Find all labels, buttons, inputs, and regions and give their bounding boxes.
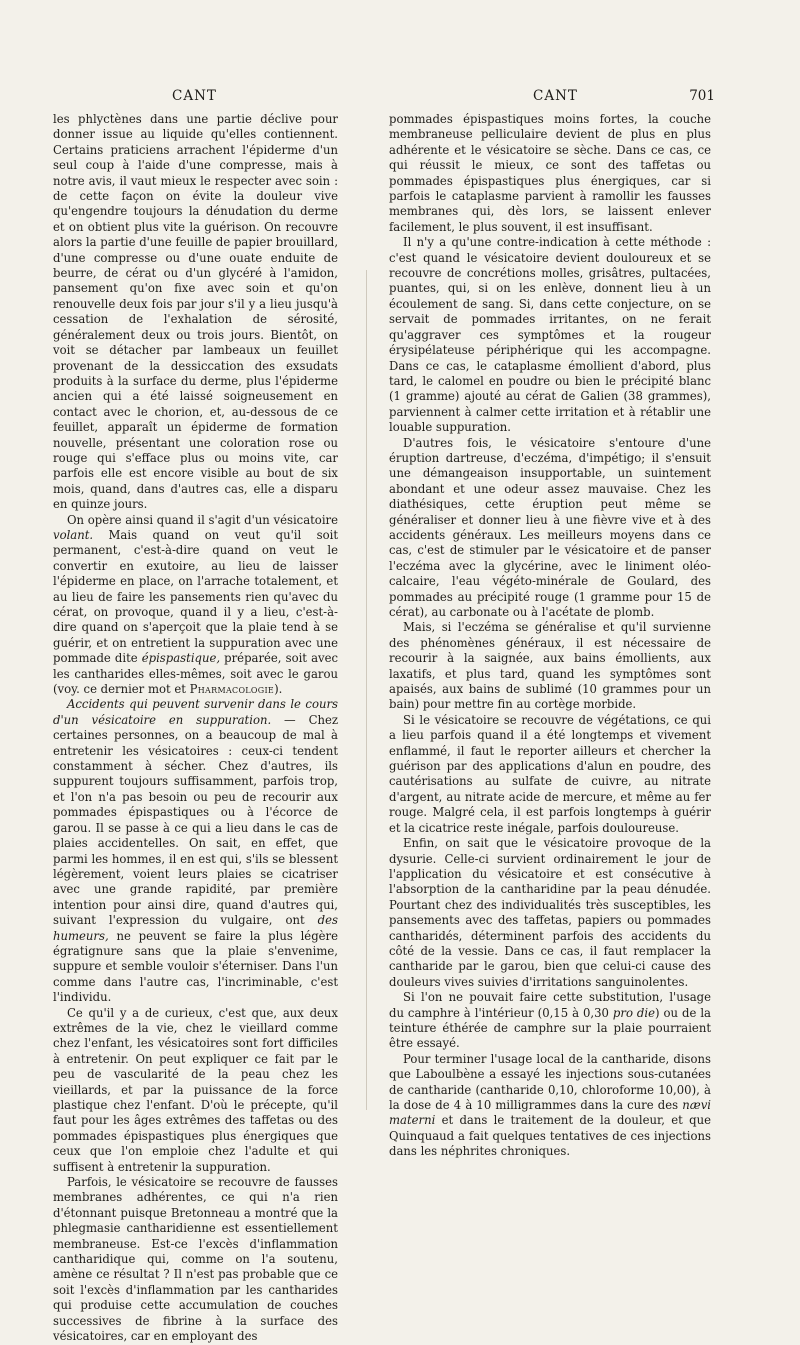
paragraph: pommades épispastiques moins fortes, la couche membraneuse pelliculaire devient de plus en plus adhérente et le vésicatoire se sèche. Dans ce cas, ce qui réussit le mieux, ce sont des taffetas ou pommades épispastiques plus énergiques, car si parfois le cataplasme parvient à ramollir les fausses membranes qui, dès lors, se laissent enlever facilement, le plus souvent, il est insuffisant. — [389, 112, 711, 234]
paragraph: On opère ainsi quand il s'agit d'un vésicatoire volant. Mais quand on veut qu'il soit permanent, c'est-à-dire quand on veut le convertir en exutoire, au lieu de laisser l'épiderme en place, on l'arrache totalement, et au lieu de faire les pansements rien qu'avec du cérat, on provoque, quand il y a lieu, c'est-à-dire quand on s'aperçoit que la plaie tend à se guérir, et on entretient la suppuration avec une pommade dite épispastique, préparée, soit avec les cantharides elles-mêmes, soit avec le garou (voy. ce dernier mot et Pharmacologie). — [53, 512, 338, 697]
paragraph: Pour terminer l'usage local de la cantharide, disons que Laboulbène a essayé les injections sous-cutanées de cantharide (cantharide 0,10, chloroforme 10,00), à la dose de 4 à 10 milligrammes dans la cure des nævi materni et dans le traitement de la douleur, et que Quinquaud a fait quelques tentatives de ces injections dans les néphrites chroniques. — [389, 1051, 711, 1159]
paragraph: D'autres fois, le vésicatoire s'entoure d'une éruption dartreuse, d'eczéma, d'impétigo; il s'ensuit une démangeaison insupportable, un suintement abondant et une odeur assez mauvaise. Chez les diathésiques, cette éruption peut même se généraliser et donner lieu à une fièvre vive et à des accidents généraux. Les meilleurs moyens dans ce cas, c'est de stimuler par le vésicatoire et de panser l'eczéma avec la glycérine, avec le liniment oléo-calcaire, l'eau végéto-minérale de Goulard, des pommades au précipité rouge (1 gramme pour 15 de cérat), au carbonate ou à l'acétate de plomb. — [389, 435, 711, 619]
right-column — [389, 112, 711, 1157]
paragraph: Si le vésicatoire se recouvre de végétations, ce qui a lieu parfois quand il a été longtemps et vivement enflammé, il faut le reporter ailleurs et chercher la guérison par des applications d'alun en poudre, des cautérisations au sulfate de cuivre, au nitrate d'argent, au nitrate acide de mercure, et même au fer rouge. Malgré cela, il est parfois longtemps à guérir et la cicatrice reste inégale, parfois douloureuse. — [389, 712, 711, 835]
left-running-head: CANT — [172, 88, 217, 104]
paragraph: Ce qu'il y a de curieux, c'est que, aux deux extrêmes de la vie, chez le vieillard comme chez l'enfant, les vésicatoires sont fort difficiles à entretenir. On peut expliquer ce fait par le peu de vascularité de la peau chez les vieillards, et par la puissance de la force plastique chez l'enfant. D'où le précepte, qu'il faut pour les âges extrêmes des taffetas ou des pommades épispastiques plus énergiques que ceux que l'on emploie chez l'adulte et qui suffisent à entretenir la suppuration. — [53, 1005, 338, 1174]
emphasis: des humeurs, — [53, 913, 338, 943]
section-heading: Accidents qui peuvent survenir dans le cours d'un vésicatoire en suppuration. — [53, 697, 338, 727]
right-running-head: CANT — [533, 88, 578, 104]
emphasis: épispastique, — [141, 651, 221, 666]
paragraph: Il n'y a qu'une contre-indication à cette méthode : c'est quand le vésicatoire devient douloureux et se recouvre de concrétions molles, grisâtres, pultacées, puantes, qui, si on les enlève, donnent lieu à un écoulement de sang. Si, dans cette conjecture, on se servait de pommades irritantes, on ne ferait qu'aggraver ces symptômes et la rougeur érysipélateuse périphérique qui les accompagne. Dans ce cas, le cataplasme émollient d'abord, plus tard, le calomel en poudre ou bien le précipité blanc (1 gramme) ajouté au cérat de Galien (38 grammes), parviennent à calmer cette irritation et à rétablir une louable suppuration. — [389, 235, 711, 435]
emphasis: pro die — [612, 1005, 655, 1020]
column-divider — [366, 270, 367, 1110]
page-number: 701 — [689, 88, 715, 104]
paragraph: Accidents qui peuvent survenir dans le cours d'un vésicatoire en suppuration. — Chez certaines personnes, on a beaucoup de mal à entretenir les vésicatoires : ceux-ci tendent constamment à sécher. Chez d'autres, ils suppurent toujours suffisamment, parfois trop, et l'on n'a pas besoin ou peu de recourir aux pommades épispastiques ou à l'écorce de garou. Il se passe à ce qui a lieu dans le cas de plaies accidentelles. On sait, en effet, que parmi les hommes, il en est qui, s'ils se blessent légèrement, voient leurs plaies se cicatriser avec une grande rapidité, par première intention pour ainsi dire, quand d'autres qui, suivant l'expression du vulgaire, ont des humeurs, ne peuvent se faire la plus légère égratignure sans que la plaie s'envenime, suppure et semble vouloir s'éterniser. Dans l'un comme dans l'autre cas, l'incriminable, c'est l'individu. — [53, 697, 338, 1005]
running-header — [60, 88, 715, 110]
left-column — [53, 112, 339, 1344]
paragraph: Enfin, on sait que le vésicatoire provoque de la dysurie. Celle-ci survient ordinairement le jour de l'application du vésicatoire et est consécutive à l'absorption de la cantharidine par la peau dénudée. Pourtant chez des individualités très susceptibles, les pansements avec des taffetas, papiers ou pommades cantharidés, déterminent parfois des accidents du côté de la vessie. Dans ce cas, il faut remplacer la cantharide par le garou, bien que celui-ci cause des douleurs vives suivies d'irritations sanguinolentes. — [389, 836, 711, 989]
paragraph: Mais, si l'eczéma se généralise et qu'il survienne des phénomènes généraux, il est nécessaire de recourir à la saignée, aux bains émollients, aux laxatifs, et plus tard, quand les symptômes sont apaisés, aux bains de sublimé (10 grammes pour un bain) pour mettre fin au cortège morbide. — [389, 620, 711, 712]
emphasis: nævi materni — [389, 1098, 711, 1128]
paragraph: Si l'on ne pouvait faire cette substitution, l'usage du camphre à l'intérieur (0,15 à 0,30 pro die) ou de la teinture éthérée de camphre sur la plaie pourraient être essayé. — [389, 990, 711, 1051]
emphasis: volant. — [53, 527, 94, 542]
paragraph: les phlyctènes dans une partie déclive pour donner issue au liquide qu'elles contiennent. Certains praticiens arrachent l'épiderme d'un seul coup à l'aide d'une compresse, mais à notre avis, il vaut mieux le respecter avec soin : de cette façon on évite la douleur vive qu'engendre toujours la dénudation du derme et on obtient plus vite la guérison. On recouvre alors la partie d'une feuille de papier brouillard, d'une compresse ou d'une ouate enduite de beurre, de cérat ou d'un glycéré à l'amidon, pansement qu'on fixe avec soin et qu'on renouvelle deux fois par jour s'il y a lieu jusqu'à cessation de l'exhalation de sérosité, généralement deux ou trois jours. Bientôt, on voit se détacher par lambeaux un feuillet provenant de la dessiccation des exsudats produits à la surface du derme, plus l'épiderme ancien qui a été laissé soigneusement en contact avec le chorion, et, au-dessous de ce feuillet, apparaît un épiderme de formation nouvelle, présentant une coloration rose ou rouge qui s'efface plus ou moins vite, car parfois elle est encore visible au bout de six mois, quand, dans d'autres cas, elle a disparu en quinze jours. — [53, 112, 339, 512]
cross-reference: Pharmacologie — [189, 682, 275, 697]
paragraph: Parfois, le vésicatoire se recouvre de fausses membranes adhérentes, ce qui n'a rien d'étonnant puisque Bretonneau a montré que la phlegmasie cantharidienne est essentiellement membraneuse. Est-ce l'excès d'inflammation cantharidique qui, comme on l'a soutenu, amène ce résultat ? Il n'est pas probable que ce soit l'excès d'inflammation par les cantharides qui produise cette accumulation de couches successives de fibrine à la surface des vésicatoires, car en employant des — [53, 1175, 338, 1344]
